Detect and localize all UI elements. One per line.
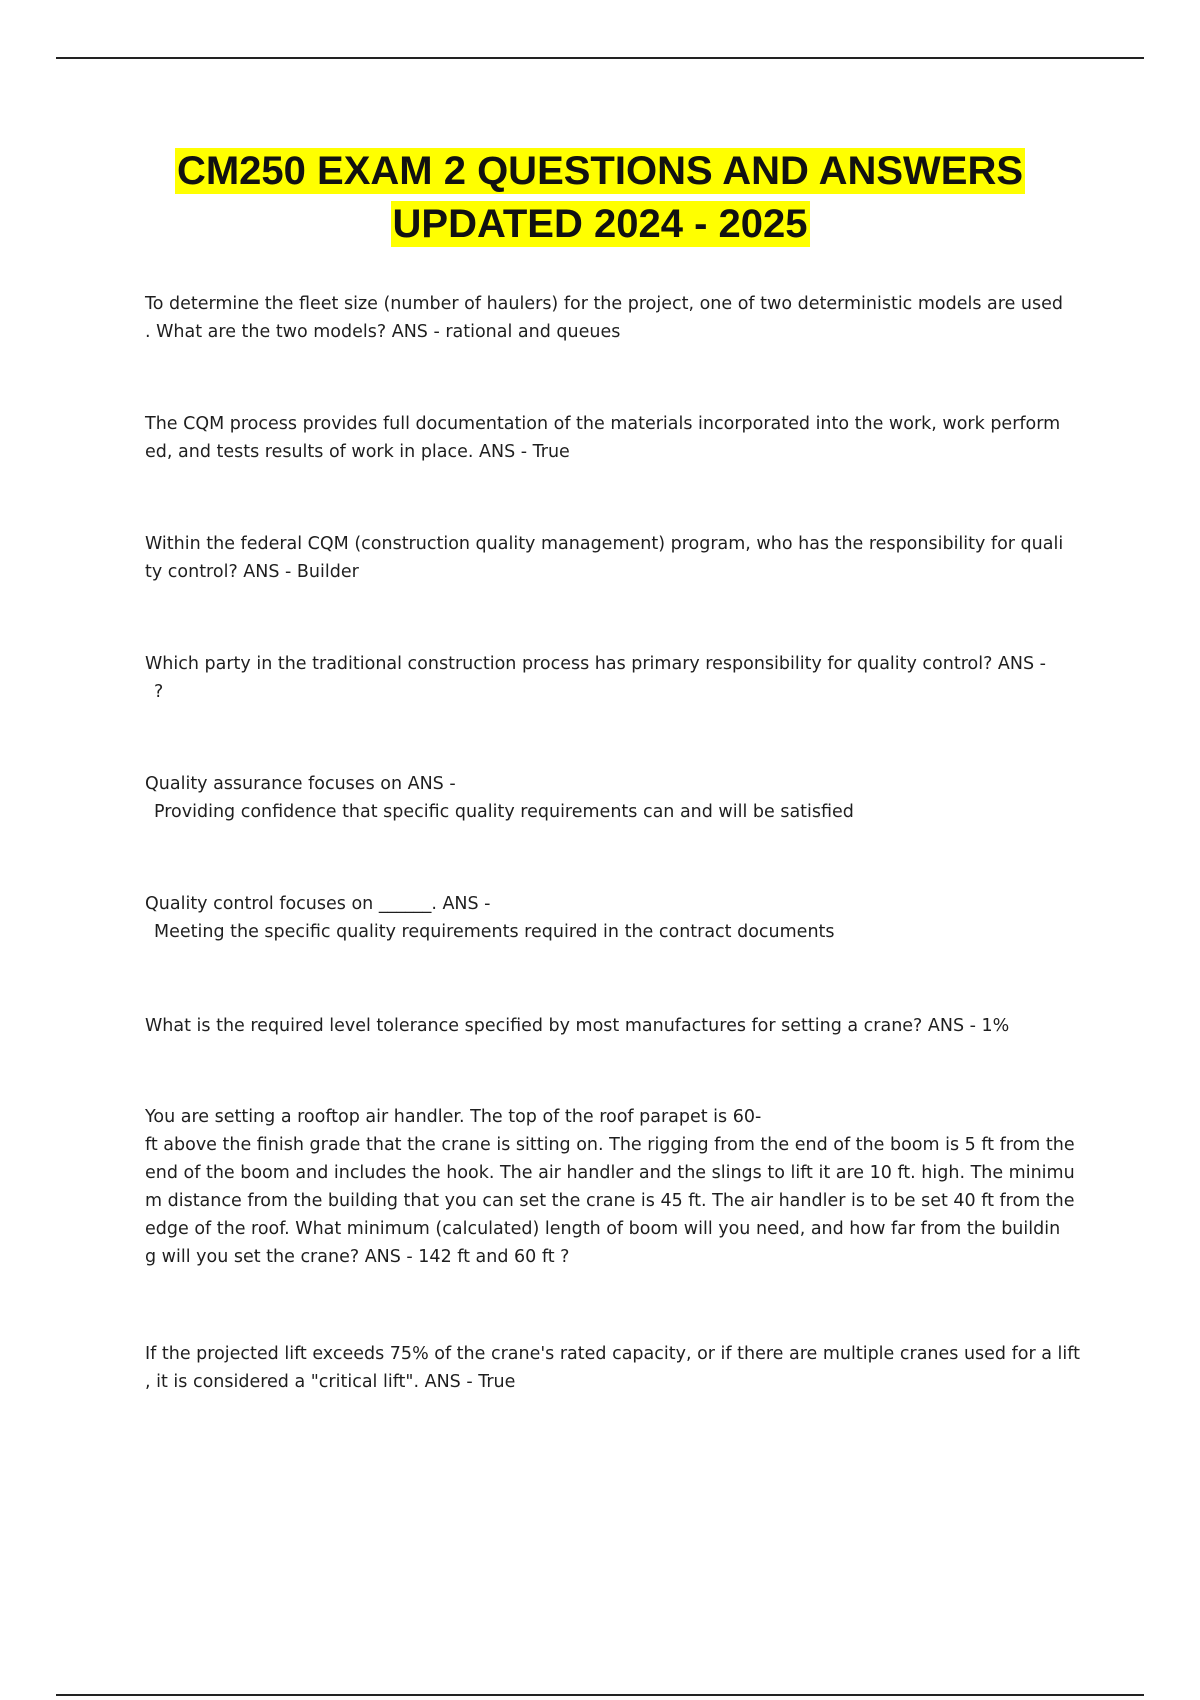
qa-line: Within the federal CQM (construction quality management) program, who has the responsibility for quali	[145, 534, 1064, 554]
qa-answer-line: ?	[154, 682, 164, 702]
title-line-1: CM250 EXAM 2 QUESTIONS AND ANSWERS	[176, 149, 1024, 193]
qa-answer-line: Providing confidence that specific quality requirements can and will be satisfied	[154, 802, 854, 822]
qa-line: ed, and tests results of work in place. ANS - True	[145, 442, 570, 462]
qa-line: You are setting a rooftop air handler. The top of the roof parapet is 60-	[145, 1107, 762, 1127]
qa-line: . What are the two models? ANS - rational and queues	[145, 322, 621, 342]
title-line-2: UPDATED 2024 - 2025	[392, 202, 808, 246]
qa-line: ty control? ANS - Builder	[145, 562, 359, 582]
qa-line: edge of the roof. What minimum (calculated) length of boom will you need, and how far from the buildin	[145, 1219, 1061, 1239]
bottom-rule	[56, 1694, 1144, 1696]
qa-item-air-handler	[145, 1103, 1095, 1271]
qa-line: What is the required level tolerance specified by most manufactures for setting a crane? ANS - 1%	[145, 1016, 1010, 1036]
qa-line: m distance from the building that you can set the crane is 45 ft. The air handler is to be set 40 ft from the	[145, 1191, 1075, 1211]
qa-line: ft above the finish grade that the crane is sitting on. The rigging from the end of the boom is 5 ft from the	[145, 1135, 1075, 1155]
qa-line: To determine the fleet size (number of haulers) for the project, one of two deterministic models are used	[145, 294, 1063, 314]
document-title	[0, 145, 1200, 251]
qa-line: Quality assurance focuses on ANS -	[145, 774, 456, 794]
qa-line: If the projected lift exceeds 75% of the crane's rated capacity, or if there are multiple cranes used for a lift	[145, 1344, 1080, 1364]
qa-line: Quality control focuses on ______. ANS -	[145, 894, 491, 914]
qa-line: end of the boom and includes the hook. The air handler and the slings to lift it are 10 ft. high. The minimu	[145, 1163, 1075, 1183]
qa-item-quality-control	[145, 890, 1095, 946]
qa-item-federal-cqm	[145, 530, 1095, 586]
qa-item-cqm-process	[145, 410, 1095, 466]
qa-item-traditional-party	[145, 650, 1095, 706]
qa-line: Which party in the traditional construction process has primary responsibility for quality control? ANS -	[145, 654, 1046, 674]
qa-line: g will you set the crane? ANS - 142 ft and 60 ft ?	[145, 1247, 570, 1267]
qa-line: , it is considered a "critical lift". ANS - True	[145, 1372, 516, 1392]
qa-answer-line: Meeting the specific quality requirements required in the contract documents	[154, 922, 835, 942]
qa-item-crane-tolerance	[145, 1012, 1095, 1040]
top-rule	[56, 57, 1144, 59]
qa-line: The CQM process provides full documentation of the materials incorporated into the work, work perform	[145, 414, 1061, 434]
qa-item-quality-assurance	[145, 770, 1095, 826]
qa-item-fleet-size	[145, 290, 1095, 346]
qa-item-critical-lift	[145, 1340, 1095, 1396]
